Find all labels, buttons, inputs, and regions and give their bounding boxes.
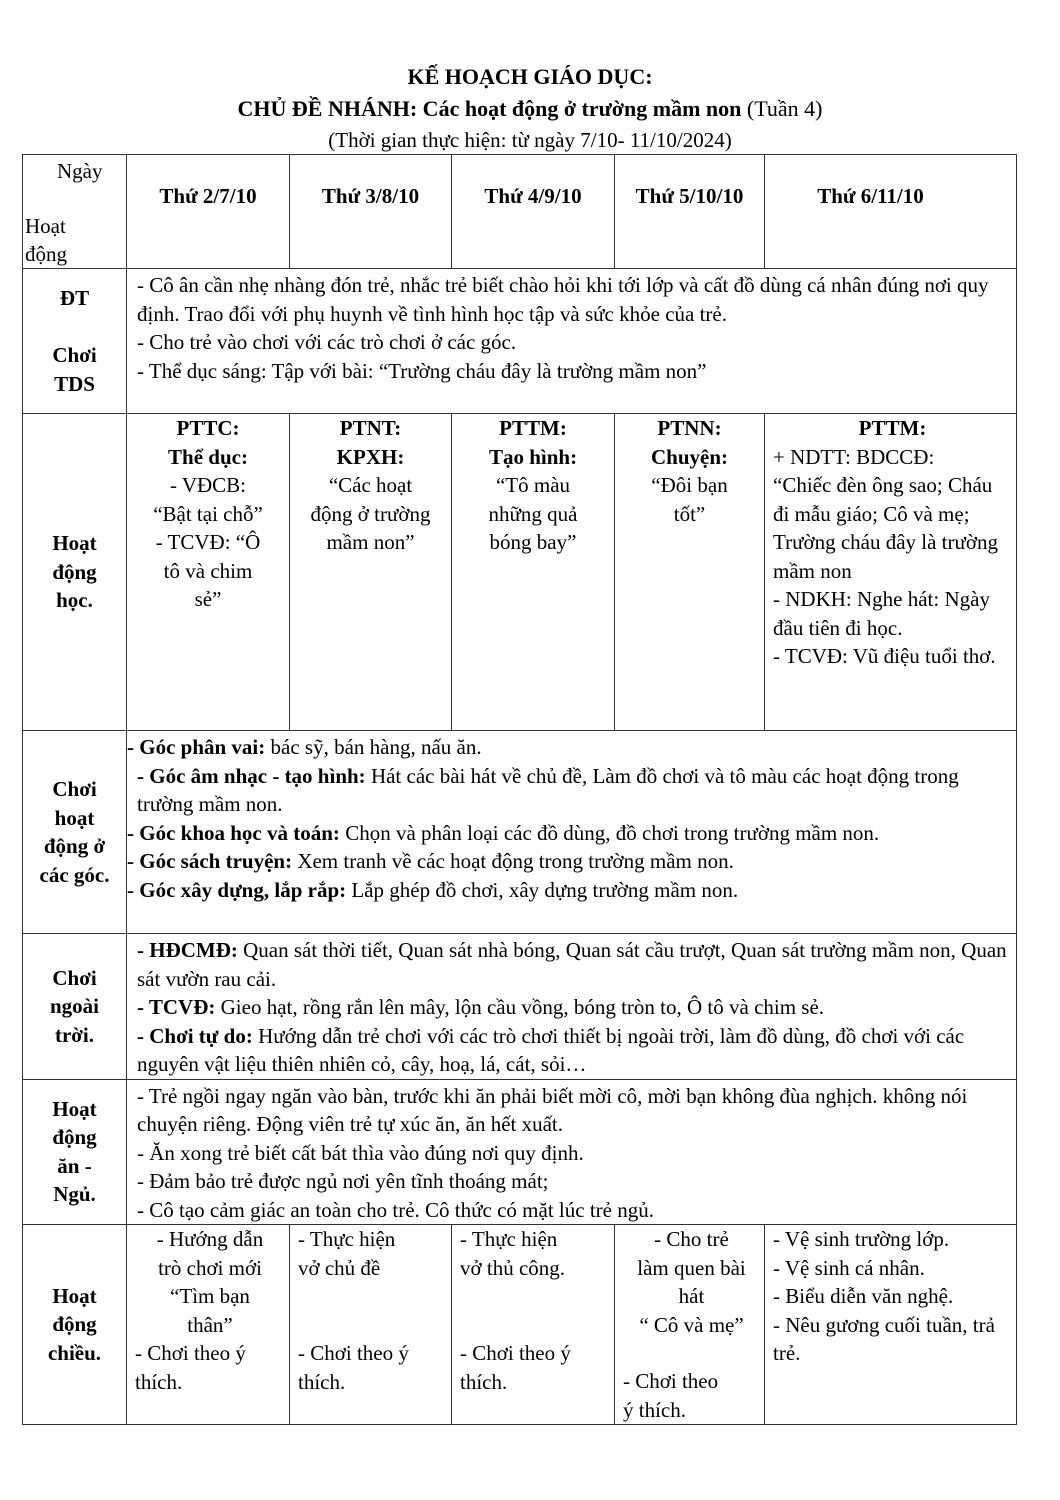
ngoai-troi-content	[127, 934, 1017, 1080]
corner-bottom: Hoạt động	[25, 214, 67, 266]
day-header: Thứ 6/11/10	[765, 155, 1017, 269]
row-label-hoat-dong-hoc: Hoạt động học.	[23, 414, 127, 731]
day-header: Thứ 2/7/10	[127, 155, 290, 269]
goc-item	[127, 847, 1008, 876]
lesson-body: “Các hoạt động ở trường mầm non”	[310, 473, 431, 554]
lesson-wed	[452, 414, 615, 731]
ngoai-troi-item-text: Gieo hạt, rồng rắn lên mây, lộn cầu vồng, bóng tròn to, Ô tô và chim sẻ.	[215, 995, 825, 1019]
goc-item-text: Chọn và phân loại các đồ dùng, đồ chơi trong trường mầm non.	[339, 820, 880, 845]
afternoon-activity: - Hướng dẫn trò chơi mới “Tìm bạn thân”	[156, 1227, 264, 1337]
day-header: Thứ 4/9/10	[452, 155, 615, 269]
goc-item-title: - Góc xây dựng, lắp rắp:	[127, 877, 347, 902]
afternoon-free-play: - Chơi theo ý thích.	[623, 1369, 719, 1422]
lesson-body: “Tô màu những quả bóng bay”	[488, 473, 578, 554]
lesson-body: “Chiếc đèn ông sao; Cháu đi mẫu giáo; Cô và mẹ; Trường cháu đây là trường mầm non - NDKH: Nghe hát: Ngày đầu tiên đi học. - TCVĐ: Vũ điệu tuổi thơ.	[773, 473, 999, 668]
lesson-title: PTTC: Thể dục:	[168, 416, 248, 469]
lesson-title: PTNN: Chuyện:	[650, 416, 729, 469]
corner-cell	[23, 155, 127, 269]
goc-item	[127, 733, 1008, 762]
afternoon-mon	[127, 1225, 290, 1425]
row-an-ngu	[23, 1079, 1017, 1225]
row-label-don-tre: ĐT Chơi TDS	[23, 269, 127, 414]
plan-title: KẾ HOẠCH GIÁO DỤC:	[407, 64, 653, 89]
day-header: Thứ 5/10/10	[615, 155, 765, 269]
afternoon-thu	[615, 1225, 765, 1425]
goc-item-title: - Góc âm nhạc - tạo hình:	[137, 763, 366, 788]
lesson-mon	[127, 414, 290, 731]
goc-item	[127, 819, 1008, 848]
plan-time-range: (Thời gian thực hiện: từ ngày 7/10- 11/10/2024)	[328, 128, 732, 152]
an-ngu-content: - Trẻ ngồi ngay ngăn vào bàn, trước khi ăn phải biết mời cô, mời bạn không đùa nghịch. không nói chuyện riêng. Động viên trẻ tự xúc ăn, ăn hết xuất. - Ăn xong trẻ biết cất bát thìa vào đúng nơi quy định. - Đảm bảo trẻ được ngủ nơi yên tĩnh thoáng mát; - Cô tạo cảm giác an toàn cho trẻ. Cô thức có mặt lúc trẻ ngủ.	[127, 1079, 1017, 1225]
afternoon-free-play: - Chơi theo ý thích.	[135, 1341, 246, 1394]
row-ngoai-troi	[23, 934, 1017, 1080]
subtitle-week: (Tuần 4)	[746, 96, 823, 121]
goc-item	[127, 762, 1008, 819]
row-chieu	[23, 1225, 1017, 1425]
afternoon-free-play: - Chơi theo ý thích.	[460, 1341, 571, 1394]
row-label-an-ngu: Hoạt động ăn - Ngủ.	[23, 1079, 127, 1225]
row-label-ngoai-troi: Chơi ngoài trời.	[23, 934, 127, 1080]
goc-item-title: - Góc phân vai:	[127, 735, 266, 759]
lesson-title: PTTM:	[858, 416, 927, 440]
lesson-body: - VĐCB: “Bật tại chỗ” - TCVĐ: “Ô tô và chim sẻ”	[153, 473, 263, 611]
ngoai-troi-item	[137, 993, 1008, 1022]
row-don-tre	[23, 269, 1017, 414]
don-tre-content: - Cô ân cần nhẹ nhàng đón trẻ, nhắc trẻ biết chào hỏi khi tới lớp và cất đồ dùng cá nhân đúng nơi quy định. Trao đổi với phụ huynh về tình hình học tập và sức khỏe của trẻ. - Cho trẻ vào chơi với các trò chơi ở các góc. - Thể dục sáng: Tập với bài: “Trường cháu đây là trường mầm non”	[127, 269, 1017, 414]
afternoon-activity: - Thực hiện vở thủ công.	[460, 1227, 566, 1280]
day-header: Thứ 3/8/10	[290, 155, 452, 269]
afternoon-free-play: - Chơi theo ý thích.	[298, 1341, 409, 1394]
lesson-thu	[615, 414, 765, 731]
ngoai-troi-item-title: - HĐCMĐ:	[137, 938, 238, 962]
row-goc	[23, 731, 1017, 934]
corner-top: Ngày	[57, 159, 103, 183]
afternoon-fri: - Vệ sinh trường lớp. - Vệ sinh cá nhân. - Biểu diễn văn nghệ. - Nêu gương cuối tuần, trả trẻ.	[765, 1225, 1017, 1425]
afternoon-wed	[452, 1225, 615, 1425]
plan-table	[22, 154, 1017, 1425]
lesson-tue	[290, 414, 452, 731]
lesson-fri	[765, 414, 1017, 731]
row-label-chieu: Hoạt động chiều.	[23, 1225, 127, 1425]
row-hoat-dong-hoc	[23, 414, 1017, 731]
header-row	[23, 155, 1017, 269]
goc-content	[127, 731, 1017, 934]
subtitle-topic: CHỦ ĐỀ NHÁNH: Các hoạt động ở trường mầm non	[237, 96, 742, 121]
ngoai-troi-item-title: - Chơi tự do:	[137, 1023, 253, 1048]
afternoon-activity: - Cho trẻ làm quen bài hát “ Cô và mẹ”	[637, 1227, 746, 1337]
goc-item-title: - Góc sách truyện:	[127, 849, 293, 873]
ngoai-troi-item-text: Hướng dẫn trẻ chơi với các trò chơi thiết bị ngoài trời, làm đồ dùng, đồ chơi với các nguyên vật liệu thiên nhiên cỏ, cây, hoạ, lá, cát, sỏi…	[137, 1023, 965, 1076]
afternoon-activity: - Thực hiện vở chủ đề	[298, 1227, 396, 1280]
goc-item-title: - Góc khoa học và toán:	[127, 820, 340, 845]
ngoai-troi-item	[137, 1022, 1008, 1079]
goc-item	[127, 876, 1008, 905]
lesson-title: PTNT: KPXH:	[336, 416, 405, 469]
goc-item-text: bác sỹ, bán hàng, nấu ăn.	[265, 735, 482, 759]
lesson-line: + NDTT: BDCCĐ:	[773, 444, 935, 469]
ngoai-troi-item-text: Quan sát thời tiết, Quan sát nhà bóng, Quan sát cầu trượt, Quan sát trường mầm non, Quan sát vườn rau cải.	[137, 938, 1007, 991]
ngoai-troi-item-title: - TCVĐ:	[137, 995, 216, 1019]
lesson-title: PTTM: Tạo hình:	[488, 416, 578, 469]
plan-subtitle	[0, 96, 1060, 122]
goc-item-text: Lắp ghép đồ chơi, xây dựng trường mầm non.	[346, 877, 739, 902]
afternoon-tue	[290, 1225, 452, 1425]
goc-item-text: Hát các bài hát về chủ đề, Làm đồ chơi và tô màu các hoạt động trong trường mầm non.	[137, 763, 959, 816]
lesson-body: “Đôi bạn tốt”	[651, 473, 728, 526]
ngoai-troi-item	[137, 936, 1008, 993]
goc-item-text: Xem tranh về các hoạt động trong trường mầm non.	[292, 849, 734, 873]
row-label-goc: Chơi hoạt động ở các góc.	[23, 731, 127, 934]
